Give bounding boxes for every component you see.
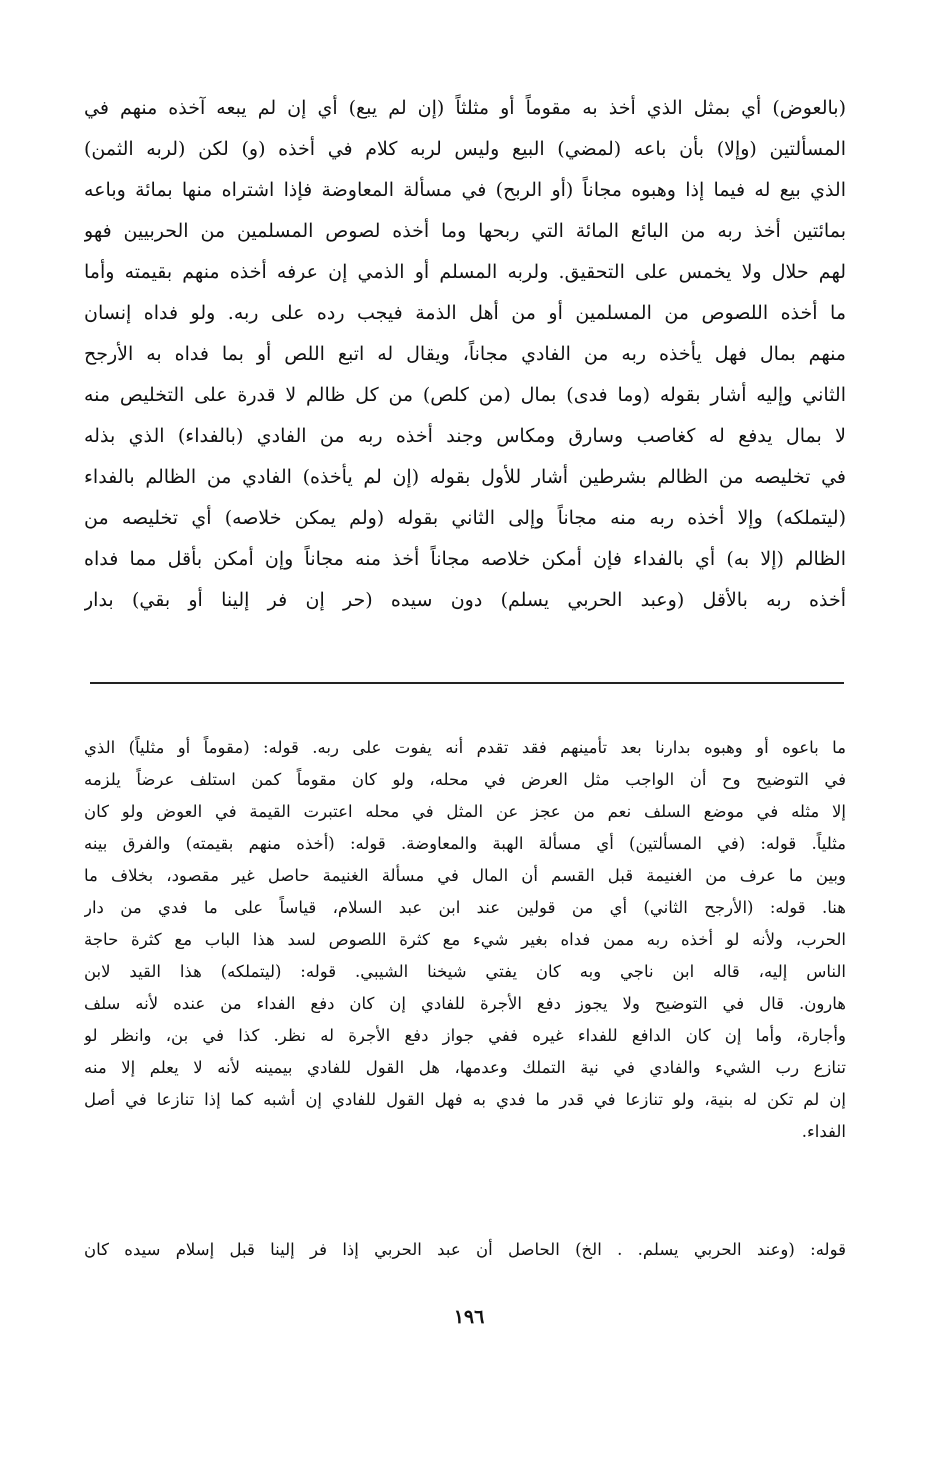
main-text-line: لا بمال يدفع له كغاصب وسارق ومكاس وجند أخذه ربه من الفادي (بالفداء) الذي بذله xyxy=(84,425,846,447)
main-text-line: (ليتملكه) وإلا أخذه ربه منه مجاناً وإلى الثاني بقوله (ولم يمكن خلاصه) أي تخليصه من xyxy=(84,507,846,529)
main-text-block xyxy=(84,88,846,621)
footnote-line: هارون. قال في التوضيح ولا يجوز دفع الأجرة للفادي إن كان دفع الفداء من عنده لأنه سلف xyxy=(84,994,846,1013)
footnote-line: إلا مثله في موضع السلف نعم من عجز عن المثل في محله اعتبرت القيمة في العوض ولو كان xyxy=(84,802,846,821)
main-text-line: بمائتين أخذ ربه من البائع المائة التي ربحها وما أخذه لصوص المسلمين من الحربيين فهو xyxy=(84,220,846,242)
main-text-line: منهم بمال فهل يأخذه ربه من الفادي مجاناً، ويقال له اتبع اللص أو بما فداه به الأرجح xyxy=(84,343,846,365)
footnote-line: تنازع رب الشيء والفادي في نية التملك وعدمها، هل القول للفادي بيمينه لأنه لا يعلم إلا منه xyxy=(84,1058,846,1077)
main-text-line: الذي بيع له فيما إذا وهبوه مجاناً (أو الربح) في مسألة المعاوضة فإذا اشتراه منها بمائة وباعه xyxy=(84,179,846,201)
main-text-line: أخذه ربه بالأقل (وعبد الحربي يسلم) دون سيده (حر إن فر إلينا أو بقي) بدار xyxy=(84,589,846,611)
footnote-line: وبين ما عرف من الغنيمة قبل القسم أن المال في مسألة الغنيمة حاصل غير مقصود، بخلاف ما xyxy=(84,866,846,885)
footnote-line: إن لم تكن له بنية، ولو تنازعا في قدر ما فدي به فهل القول للفادي إن أشبه كما إذا تنازعا في أصل xyxy=(84,1090,846,1109)
footnote-line: مثلياً. قوله: (في المسألتين) أي مسألة الهبة والمعاوضة. قوله: (أخذه منهم بقيمته) والفرق بينه xyxy=(84,834,846,853)
footnote-line: وأجارة، وأما إن كان الدافع للفداء غيره ففي جواز دفع الأجرة له نظر. كذا في بن، وانظر لو xyxy=(84,1026,846,1045)
main-text-line: المسألتين (وإلا) بأن باعه (لمضي) البيع وليس لربه كلام في أخذه (و) لكن (لربه الثمن) xyxy=(84,138,846,160)
footnote-line: الناس إليه، قاله ابن ناجي وبه كان يفتي شيخنا الشيبي. قوله: (ليتملكه) هذا القيد لابن xyxy=(84,962,846,981)
main-text-line: (بالعوض) أي بمثل الذي أخذ به مقوماً أو مثلثاً (إن لم يبع) أي إن لم يبعه آخذه منهم في xyxy=(84,97,846,119)
footnotes-block xyxy=(84,732,846,1148)
footnote-line: هنا. قوله: (الأرجح الثاني) أي من قولين عند ابن عبد السلام، قياساً على ما فدي من دار xyxy=(84,898,846,917)
footnote-line: الفداء. xyxy=(801,1122,846,1141)
main-text-line: لهم حلال ولا يخمس على التحقيق. ولربه المسلم أو الذمي إن عرفه أخذه منهم بقيمته وأما xyxy=(84,261,846,283)
main-text-line: الثاني وإليه أشار بقوله (وما فدى) بمال (من كلص) من كل ظالم لا قدرة على التخليص منه xyxy=(84,384,846,406)
footnote-next-block xyxy=(84,1234,846,1266)
main-text-line: ما أخذه اللصوص من المسلمين أو من أهل الذمة فيجب رده على ربه. ولو فداه إنسان xyxy=(84,302,846,324)
main-text-line: الظالم (إلا به) أي بالفداء فإن أمكن خلاصه مجاناً أخذ منه مجاناً وإن أمكن بأقل مما فداه xyxy=(84,548,846,570)
footnote-divider xyxy=(90,682,844,684)
footnote-line: ما باعوه أو وهبوه بدارنا بعد تأمينهم فقد تقدم أنه يفوت على ربه. قوله: (مقوماً أو مثلياً) الذي xyxy=(84,738,846,757)
footnote-next-line: قوله: (وعند الحربي يسلم. . الخ) الحاصل أن عبد الحربي إذا فر إلينا قبل إسلام سيده كان xyxy=(84,1240,846,1259)
main-text-line: في تخليصه من الظالم بشرطين أشار للأول بقوله (إن لم يأخذه) الفادي من الظالم بالفداء xyxy=(84,466,846,488)
page-number: ١٩٦ xyxy=(453,1306,485,1328)
footnote-line: الحرب، ولأنه لو أخذه ربه ممن فداه بغير شيء مع كثرة اللصوص لسد هذا الباب مع كثرة حاجة xyxy=(84,930,846,949)
footnote-line: في التوضيح وح أن الواجب مثل العرض في محله، ولو كان مقوماً كمن استلف عرضاً يلزمه xyxy=(84,770,846,789)
